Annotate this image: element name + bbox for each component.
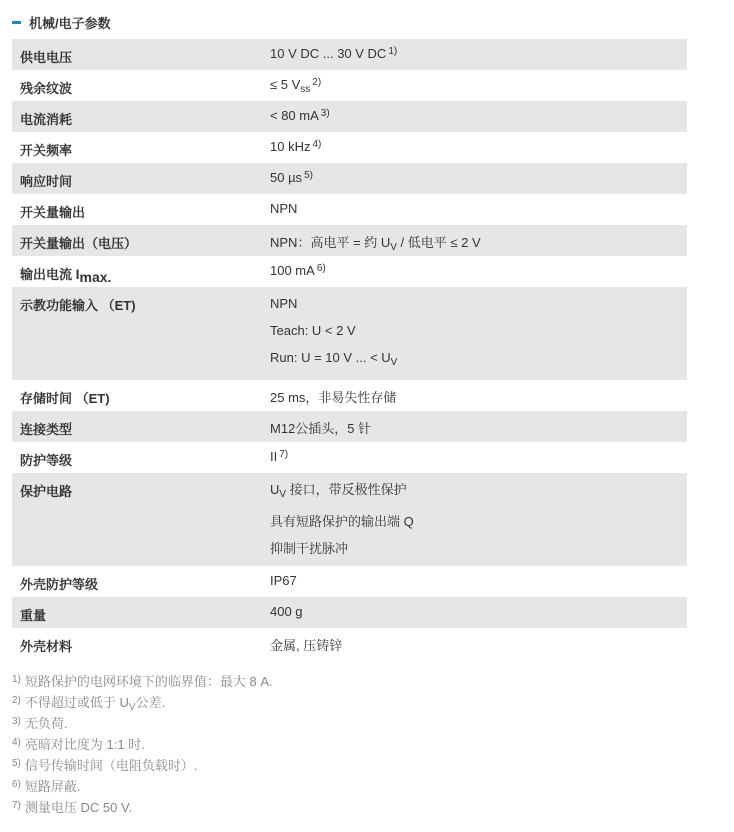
- row-value: 50 µs $^{5)}$: [270, 163, 687, 194]
- row-value: 100 mA $^{6)}$: [270, 263, 326, 278]
- value-line: NPN: [270, 296, 298, 311]
- row-label: 开关量输出（电压）: [12, 225, 270, 256]
- table-row: [12, 225, 687, 256]
- value-line: 抑制干扰脉冲: [270, 541, 349, 556]
- footnotes: [12, 669, 712, 816]
- row-value: ≤ 5 $V_{ss}^{2)}$: [270, 77, 322, 95]
- row-value: < 80 mA $^{3)}$: [270, 101, 687, 132]
- spec-table: [12, 39, 687, 659]
- table-row: [12, 194, 687, 225]
- table-row: [12, 70, 687, 101]
- row-value: II $^{7)}$: [270, 449, 289, 464]
- row-label: 连接类型: [12, 411, 270, 442]
- section-dash-icon: [12, 21, 21, 24]
- value-line: Teach: U < 2 V: [270, 323, 356, 338]
- footnote: $^{5)}$ 信号传输时间（电阻负载时）.: [12, 758, 198, 773]
- section-title: 机械/电子参数: [29, 15, 111, 31]
- value-line: $U_V$ 接口，带反极性保护: [270, 482, 407, 500]
- section-header: [12, 12, 111, 32]
- row-value: M12公插头，5 针: [270, 411, 687, 442]
- row-label: 示教功能输入 （ET): [12, 287, 270, 380]
- row-value: NPN: [270, 201, 298, 216]
- table-row: [12, 628, 687, 659]
- table-row: [12, 473, 687, 566]
- table-row: [12, 39, 687, 70]
- table-row: [12, 566, 687, 597]
- row-value: 400 g: [270, 597, 687, 628]
- row-value: 金属, 压铸锌: [270, 638, 343, 653]
- row-value: 10 kHz $^{4)}$: [270, 139, 322, 154]
- row-value: NPN：高电平 = 约 $U_V$ / 低电平 ≤ 2 V: [270, 225, 687, 256]
- table-row: [12, 256, 687, 287]
- table-row: [12, 597, 687, 628]
- row-label: 开关频率: [20, 143, 73, 158]
- row-label: 外壳防护等级: [20, 577, 99, 592]
- row-label: 电流消耗: [12, 101, 270, 132]
- row-label: 重量: [12, 597, 270, 628]
- row-label: 残余纹波: [20, 81, 73, 96]
- value-line: 具有短路保护的输出端 Q: [270, 514, 414, 529]
- row-value: 25 ms，非易失性存储: [270, 390, 397, 405]
- row-label: 响应时间: [12, 163, 270, 194]
- row-label: 开关量输出: [20, 205, 86, 220]
- footnote: $^{1)}$ 短路保护的电网环境下的临界值：最大 8 A.: [12, 674, 273, 689]
- row-label: 输出电流 $I_{max.}$: [20, 266, 112, 285]
- row-label: 防护等级: [20, 453, 73, 468]
- row-label: 外壳材料: [20, 639, 73, 654]
- row-label: 保护电路: [12, 473, 270, 566]
- row-label: 存储时间 （ET): [20, 391, 110, 406]
- value-line: Run: U = 10 V ... < $U_V$: [270, 350, 398, 368]
- footnote: $^{7)}$ 测量电压 DC 50 V.: [12, 800, 133, 815]
- table-row: [12, 442, 687, 473]
- row-value: [270, 287, 687, 380]
- row-value: IP67: [270, 573, 297, 588]
- row-value: [270, 473, 687, 566]
- table-row: [12, 287, 687, 380]
- row-label: 供电电压: [12, 39, 270, 70]
- table-row: [12, 163, 687, 194]
- footnote: $^{6)}$ 短路屏蔽.: [12, 779, 81, 794]
- table-row: [12, 411, 687, 442]
- footnote: $^{2)}$ 不得超过或低于 $U_V$公差.: [12, 695, 166, 713]
- footnote: $^{3)}$ 无负荷.: [12, 716, 68, 731]
- table-row: [12, 132, 687, 163]
- table-row: [12, 101, 687, 132]
- footnote: $^{4)}$ 亮暗对比度为 1:1 时.: [12, 737, 145, 752]
- row-value: 10 V DC ... 30 V DC $^{1)}$: [270, 39, 687, 70]
- table-row: [12, 380, 687, 411]
